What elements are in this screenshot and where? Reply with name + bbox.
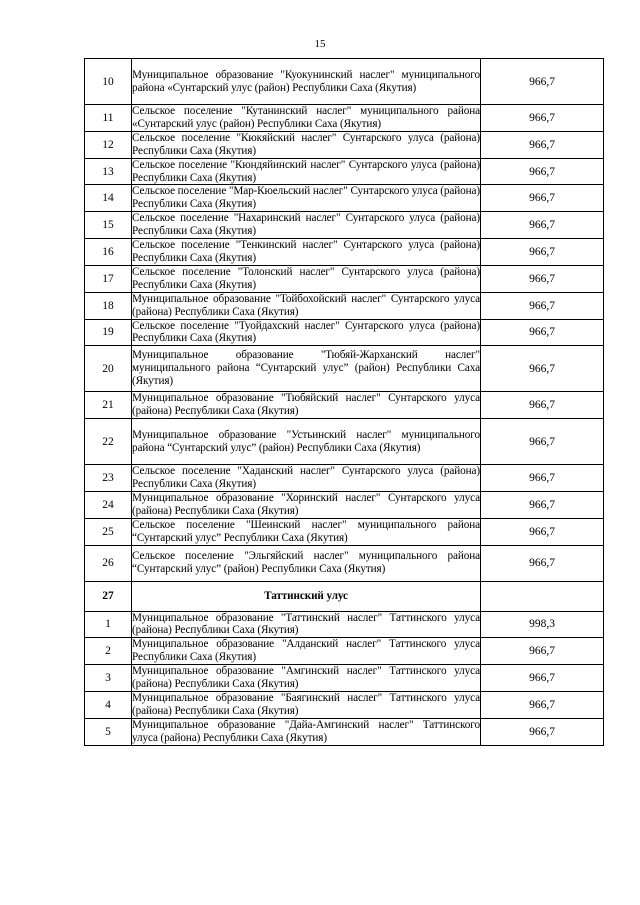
entity-name: Сельское поселение "Мар-Кюельский наслег" Сунтарского улуса (района) Республики Саха (Якутия) — [132, 185, 481, 211]
section-header-row — [85, 581, 604, 611]
table-row — [85, 185, 604, 212]
amount-cell: 966,7 — [481, 185, 604, 212]
entity-name: Сельское поселение "Толонский наслег" Сунтарского улуса (района) Республики Саха (Якутия) — [132, 265, 480, 291]
amount-cell: 966,7 — [481, 212, 604, 239]
row-number: 19 — [85, 319, 132, 346]
row-number: 20 — [85, 346, 132, 392]
allocation-table-body — [85, 59, 604, 746]
amount-cell: 966,7 — [481, 465, 604, 492]
entity-name: Муниципальное образование "Тойбохойский наслег" Сунтарского улуса (района) Республики Саха (Якутия) — [132, 292, 480, 318]
table-row — [85, 611, 604, 638]
amount-cell: 966,7 — [481, 419, 604, 465]
entity-name: Муниципальное образование "Хоринский наслег" Сунтарского улуса (района) Республики Саха (Якутия) — [132, 491, 480, 517]
amount-cell: 966,7 — [481, 545, 604, 581]
table-row — [85, 419, 604, 465]
amount-cell: 966,7 — [481, 292, 604, 319]
row-number: 16 — [85, 239, 132, 266]
amount-cell: 966,7 — [481, 638, 604, 665]
table-row — [85, 105, 604, 132]
table-row — [85, 491, 604, 518]
entity-name: Сельское поселение "Кюндяйинский наслег" Сунтарского улуса (района) Республики Саха (Якутия) — [132, 158, 480, 184]
table-row — [85, 665, 604, 692]
amount-cell: 966,7 — [481, 105, 604, 132]
entity-name: Муниципальное образование "Тюбяйский наслег" Сунтарского улуса (района) Республики Саха (Якутия) — [132, 392, 480, 418]
table-row — [85, 59, 604, 105]
table-row — [85, 212, 604, 239]
table-row — [85, 239, 604, 266]
table-row — [85, 292, 604, 319]
row-number: 5 — [85, 718, 132, 745]
row-number: 1 — [85, 611, 132, 638]
row-number: 10 — [85, 59, 132, 105]
row-number: 17 — [85, 265, 132, 292]
entity-name: Муниципальное образование "Амгинский наслег" Таттинского улуса (района) Республики Саха (Якутия) — [132, 665, 480, 691]
table-row — [85, 638, 604, 665]
amount-cell: 966,7 — [481, 265, 604, 292]
table-row — [85, 692, 604, 719]
amount-cell: 966,7 — [481, 718, 604, 745]
entity-name: Сельское поселение "Туойдахский наслег" Сунтарского улуса (района) Республики Саха (Якутия) — [132, 319, 480, 345]
row-number: 3 — [85, 665, 132, 692]
row-number: 26 — [85, 545, 132, 581]
table-row — [85, 518, 604, 545]
amount-cell: 966,7 — [481, 692, 604, 719]
amount-cell: 998,3 — [481, 611, 604, 638]
table-row — [85, 131, 604, 158]
amount-cell: 966,7 — [481, 131, 604, 158]
row-number: 25 — [85, 518, 132, 545]
entity-name: Сельское поселение "Тенкинский наслег" Сунтарского улуса (района) Республики Саха (Якутия) — [132, 239, 480, 264]
table-row — [85, 392, 604, 419]
amount-cell: 966,7 — [481, 518, 604, 545]
row-number: 27 — [85, 581, 132, 611]
entity-name: Сельское поселение "Эльгяйский наслег" муниципального района “Сунтарский улус” (район) Республики Саха (Якутия) — [132, 545, 481, 581]
entity-name: Таттинский улус — [132, 581, 481, 611]
entity-name: Муниципальное образование "Устьинский наслег" муниципального района “Сунтарский улус” (район) Республики Саха (Якутия) — [132, 419, 481, 465]
entity-name: Сельское поселение "Кутанинский наслег" муниципального района «Сунтарский улус (район) Республики Саха (Якутия) — [132, 105, 480, 130]
amount-cell: 966,7 — [481, 239, 604, 266]
row-number: 12 — [85, 131, 132, 158]
allocation-table — [84, 58, 604, 746]
table-row — [85, 158, 604, 185]
row-number: 14 — [85, 185, 132, 212]
row-number: 21 — [85, 392, 132, 419]
row-number: 2 — [85, 638, 132, 665]
page-number: 15 — [314, 38, 326, 50]
amount-cell: 966,7 — [481, 665, 604, 692]
amount-cell: 966,7 — [481, 392, 604, 419]
entity-name: Муниципальное образование "Таттинский наслег" Таттинского улуса (района) Республики Саха (Якутия) — [132, 611, 480, 637]
row-number: 23 — [85, 465, 132, 492]
row-number: 24 — [85, 491, 132, 518]
entity-name: Муниципальное образование "Баягинский наслег" Таттинского улуса (района) Республики Саха (Якутия) — [132, 692, 480, 717]
entity-name: Сельское поселение "Нахаринский наслег" Сунтарского улуса (района) Республики Саха (Якутия) — [132, 212, 480, 238]
entity-name: Сельское поселение "Хаданский наслег" Сунтарского улуса (района) Республики Саха (Якутия) — [132, 465, 480, 491]
amount-cell: 966,7 — [481, 59, 604, 105]
row-number: 4 — [85, 692, 132, 719]
table-row — [85, 545, 604, 581]
entity-name: Муниципальное образование "Алданский наслег" Таттинского улуса Республики Саха (Якутия) — [132, 638, 480, 664]
amount-cell: 966,7 — [481, 491, 604, 518]
row-number: 15 — [85, 212, 132, 239]
entity-name: Сельское поселение "Шеинский наслег" муниципального района “Сунтарский улус” Республики Саха (Якутия) — [132, 518, 480, 544]
row-number: 22 — [85, 419, 132, 465]
entity-name: Муниципальное образование "Тюбяй-Жарханский наслег" муниципального района “Сунтарский улус” (район) Республики Саха (Якутия) — [132, 346, 481, 392]
entity-name: Сельское поселение "Кюкяйский наслег" Сунтарского улуса (района) Республики Саха (Якутия) — [132, 131, 480, 157]
entity-name: Муниципальное образование "Куокунинский наслег" муниципального района «Сунтарский улус (район) Республики Саха (Якутия) — [132, 59, 481, 105]
row-number: 18 — [85, 292, 132, 319]
amount-cell: 966,7 — [481, 319, 604, 346]
amount-cell: 966,7 — [481, 346, 604, 392]
table-row — [85, 718, 604, 745]
row-number: 11 — [85, 105, 132, 132]
table-row — [85, 346, 604, 392]
amount-cell — [481, 581, 604, 611]
amount-cell: 966,7 — [481, 158, 604, 185]
table-row — [85, 319, 604, 346]
entity-name: Муниципальное образование "Дайа-Амгинский наслег" Таттинского улуса (района) Республики Саха (Якутия) — [132, 718, 480, 744]
row-number: 13 — [85, 158, 132, 185]
table-row — [85, 465, 604, 492]
table-row — [85, 265, 604, 292]
